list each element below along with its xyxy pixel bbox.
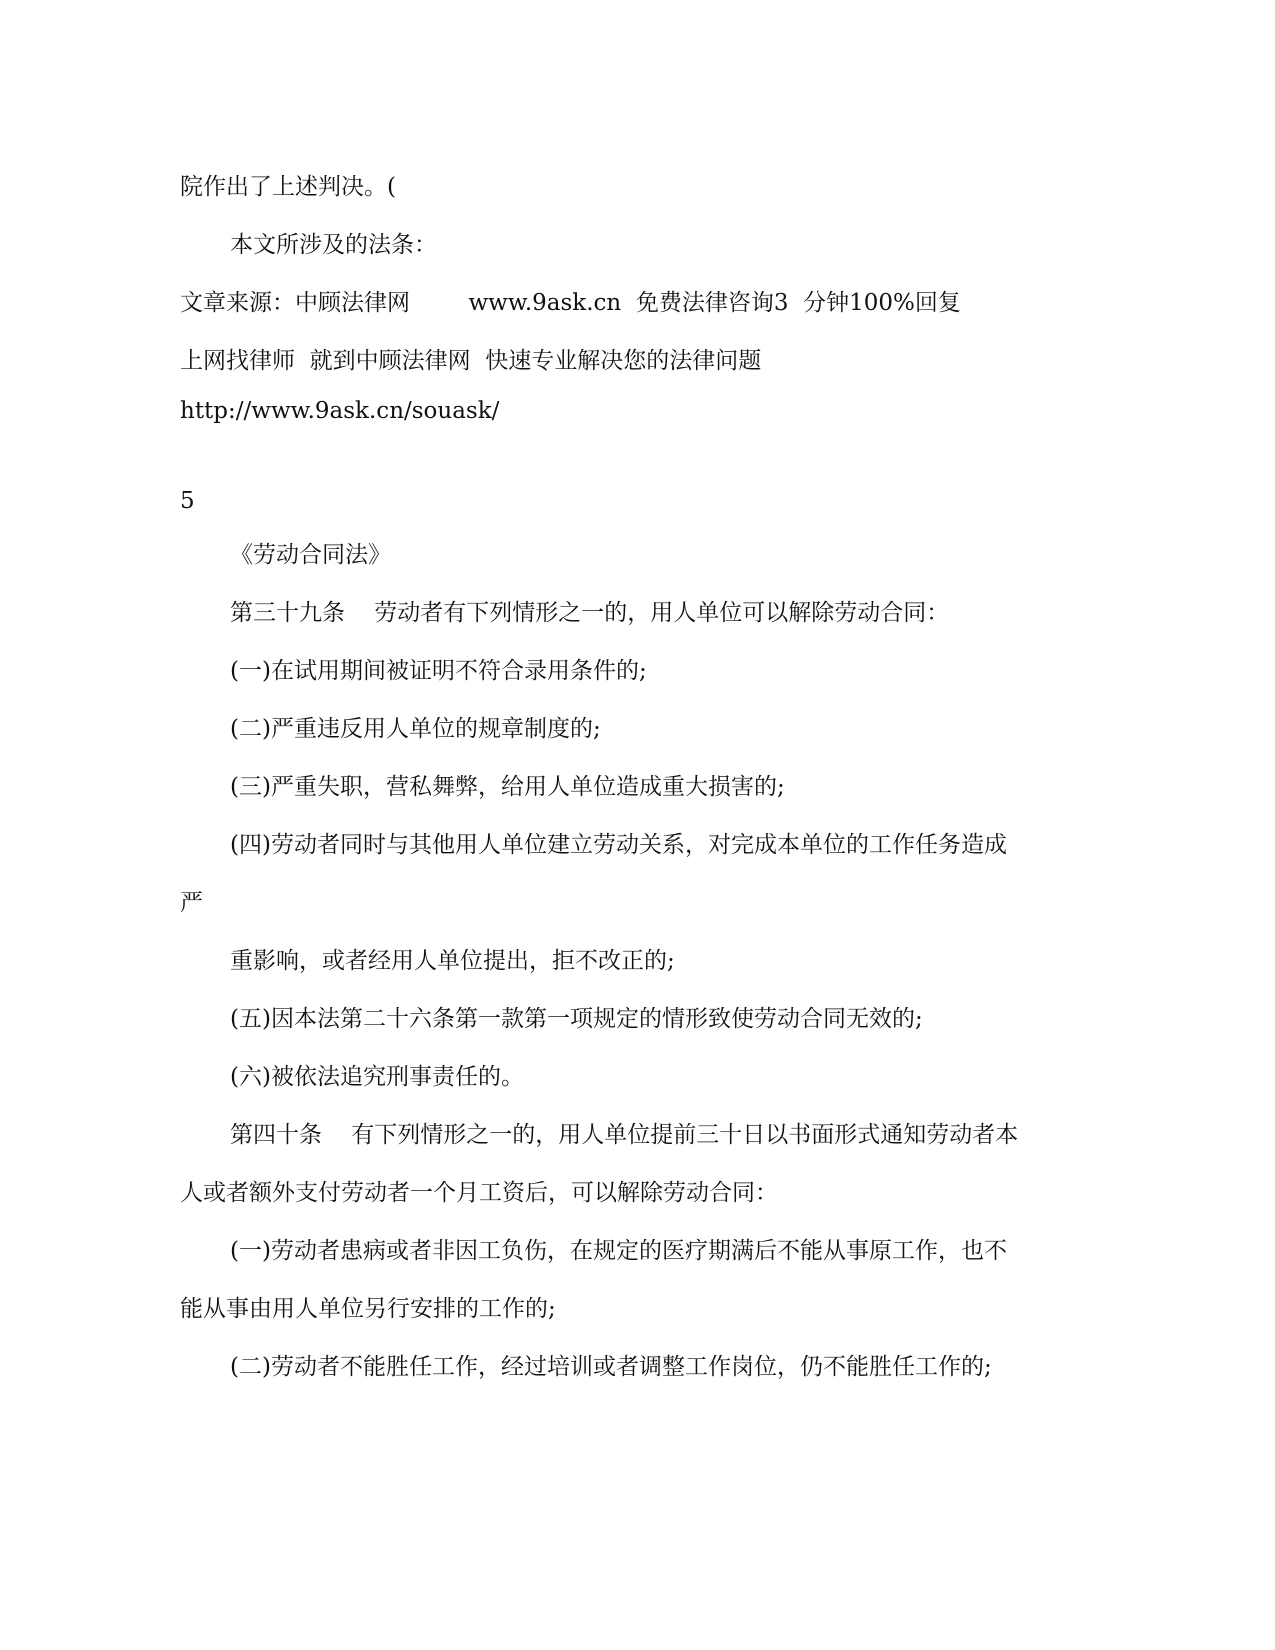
- text-line: 能从事由用人单位另行安排的工作的;: [180, 1296, 556, 1322]
- text-line: 本文所涉及的法条：: [230, 232, 437, 258]
- article-heading: 第三十九条 劳动者有下列情形之一的，用人单位可以解除劳动合同：: [230, 600, 950, 626]
- law-title: 《劳动合同法》: [230, 542, 391, 568]
- clause-line: (五)因本法第二十六条第一款第一项规定的情形致使劳动合同无效的;: [230, 1006, 923, 1032]
- clause-line: (六)被依法追究刑事责任的。: [230, 1064, 524, 1090]
- clause-line: 重影响，或者经用人单位提出，拒不改正的;: [230, 948, 675, 974]
- page-number: 5: [180, 488, 195, 514]
- text-line: 院作出了上述判决。(: [180, 174, 396, 200]
- article-heading: 第四十条 有下列情形之一的，用人单位提前三十日以书面形式通知劳动者本: [230, 1122, 1019, 1148]
- clause-line: (一)在试用期间被证明不符合录用条件的;: [230, 658, 647, 684]
- source-line: 文章来源：中顾法律网 www.9ask.cn 免费法律咨询3 分钟100%回复: [180, 290, 961, 316]
- text-line: 严: [180, 890, 203, 916]
- promo-line: 上网找律师 就到中顾法律网 快速专业解决您的法律问题: [180, 348, 762, 374]
- clause-line: (二)劳动者不能胜任工作，经过培训或者调整工作岗位，仍不能胜任工作的;: [230, 1354, 992, 1380]
- source-url-link[interactable]: http://www.9ask.cn/souask/: [180, 398, 500, 424]
- clause-line: (一)劳动者患病或者非因工负伤，在规定的医疗期满后不能从事原工作，也不: [230, 1238, 1007, 1264]
- text-line: 人或者额外支付劳动者一个月工资后，可以解除劳动合同：: [180, 1180, 778, 1206]
- clause-line: (三)严重失职，营私舞弊，给用人单位造成重大损害的;: [230, 774, 785, 800]
- clause-line: (二)严重违反用人单位的规章制度的;: [230, 716, 601, 742]
- clause-line: (四)劳动者同时与其他用人单位建立劳动关系，对完成本单位的工作任务造成: [230, 832, 1007, 858]
